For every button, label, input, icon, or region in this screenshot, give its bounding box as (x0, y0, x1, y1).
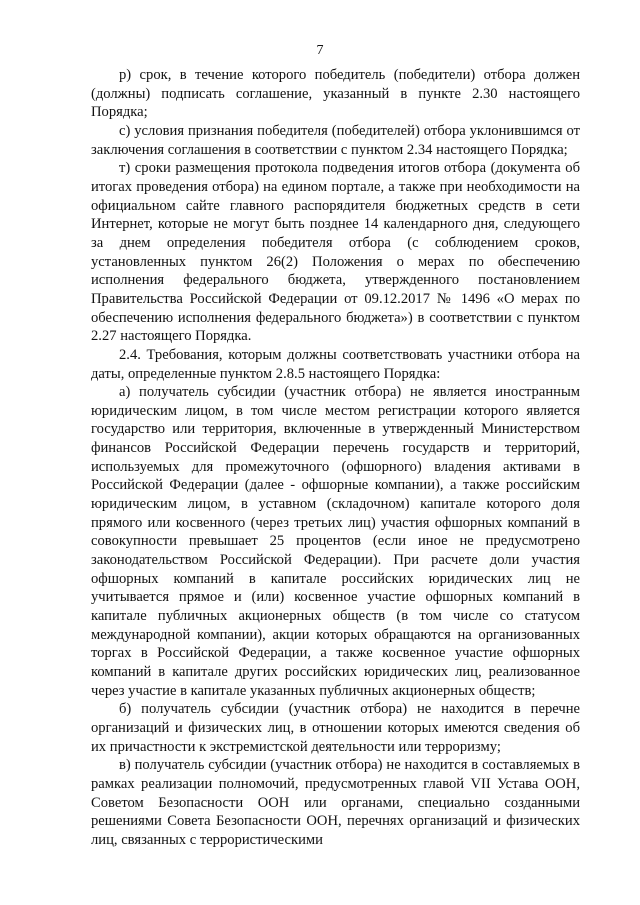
paragraph-item-b: б) получатель субсидии (участник отбора) не находится в перечне организаций и физических лиц, в отношении которых имеются сведения об их причастности к экстремистской деятельности или терроризму; (91, 701, 580, 755)
paragraph-item-r: р) срок, в течение которого победитель (победители) отбора должен (должны) подписать соглашение, указанный в пункте 2.30 настоящего Порядка; (91, 67, 580, 121)
paragraph-item-s: с) условия признания победителя (победителей) отбора уклонившимся от заключения соглашения в соответствии с пунктом 2.34 настоящего Порядка; (91, 122, 580, 158)
paragraph-item-a: а) получатель субсидии (участник отбора) не является иностранным юридическим лицом, в том числе местом регистрации которого является государство или территория, включенные в утвержденный Министерством финансов Российской Федерации перечень государств и территорий, используемых для промежуточного (офшорного) владения активами в Российской Федерации (далее - офшорные компании), а также российским юридическим лицом, в уставном (складочном) капитале которого доля прямого или косвенного (через третьих лиц) участия офшорных компаний в совокупности превышает 25 процентов (если иное не предусмотрено законодательством Российской Федерации). При расчете доли участия офшорных компаний в капитале российских юридических лиц не учитывается прямое и (или) косвенное участие офшорных компаний в капитале публичных акционерных обществ (в том числе со статусом международной компании), акции которых обращаются на организованных торгах в Российской Федерации, а также косвенное участие офшорных компаний в капитале других российских юридических лиц, реализованное через участие в капитале указанных публичных акционерных обществ; (91, 384, 580, 699)
paragraph-item-v: в) получатель субсидии (участник отбора) не находится в составляемых в рамках реализации полномочий, предусмотренных главой VII Устава ООН, Советом Безопасности ООН или органами, специально созданными решениями Совета Безопасности ООН, перечнях организаций и физических лиц, связанных с террористическими (91, 757, 580, 848)
paragraph-section-2-4: 2.4. Требования, которым должны соответствовать участники отбора на даты, определенные пунктом 2.8.5 настоящего Порядка: (91, 346, 580, 382)
paragraph-item-t: т) сроки размещения протокола подведения итогов отбора (документа об итогах проведения отбора) на едином портале, а также при необходимости на официальном сайте главного распорядителя бюджетных средств в сети Интернет, которые не могут быть позднее 14 календарного дня, следующего за днем определения победителя отбора (с соблюдением сроков, установленных пунктом 26(2) Положения о мерах по обеспечению исполнения федерального бюджета, утвержденного постановлением Правительства Российской Федерации от 09.12.2017 № 1496 «О мерах по обеспечению исполнения федерального бюджета») в соответствии с пунктом 2.27 настоящего Порядка. (91, 160, 580, 345)
document-body (91, 66, 580, 850)
page-number: 7 (316, 43, 324, 58)
